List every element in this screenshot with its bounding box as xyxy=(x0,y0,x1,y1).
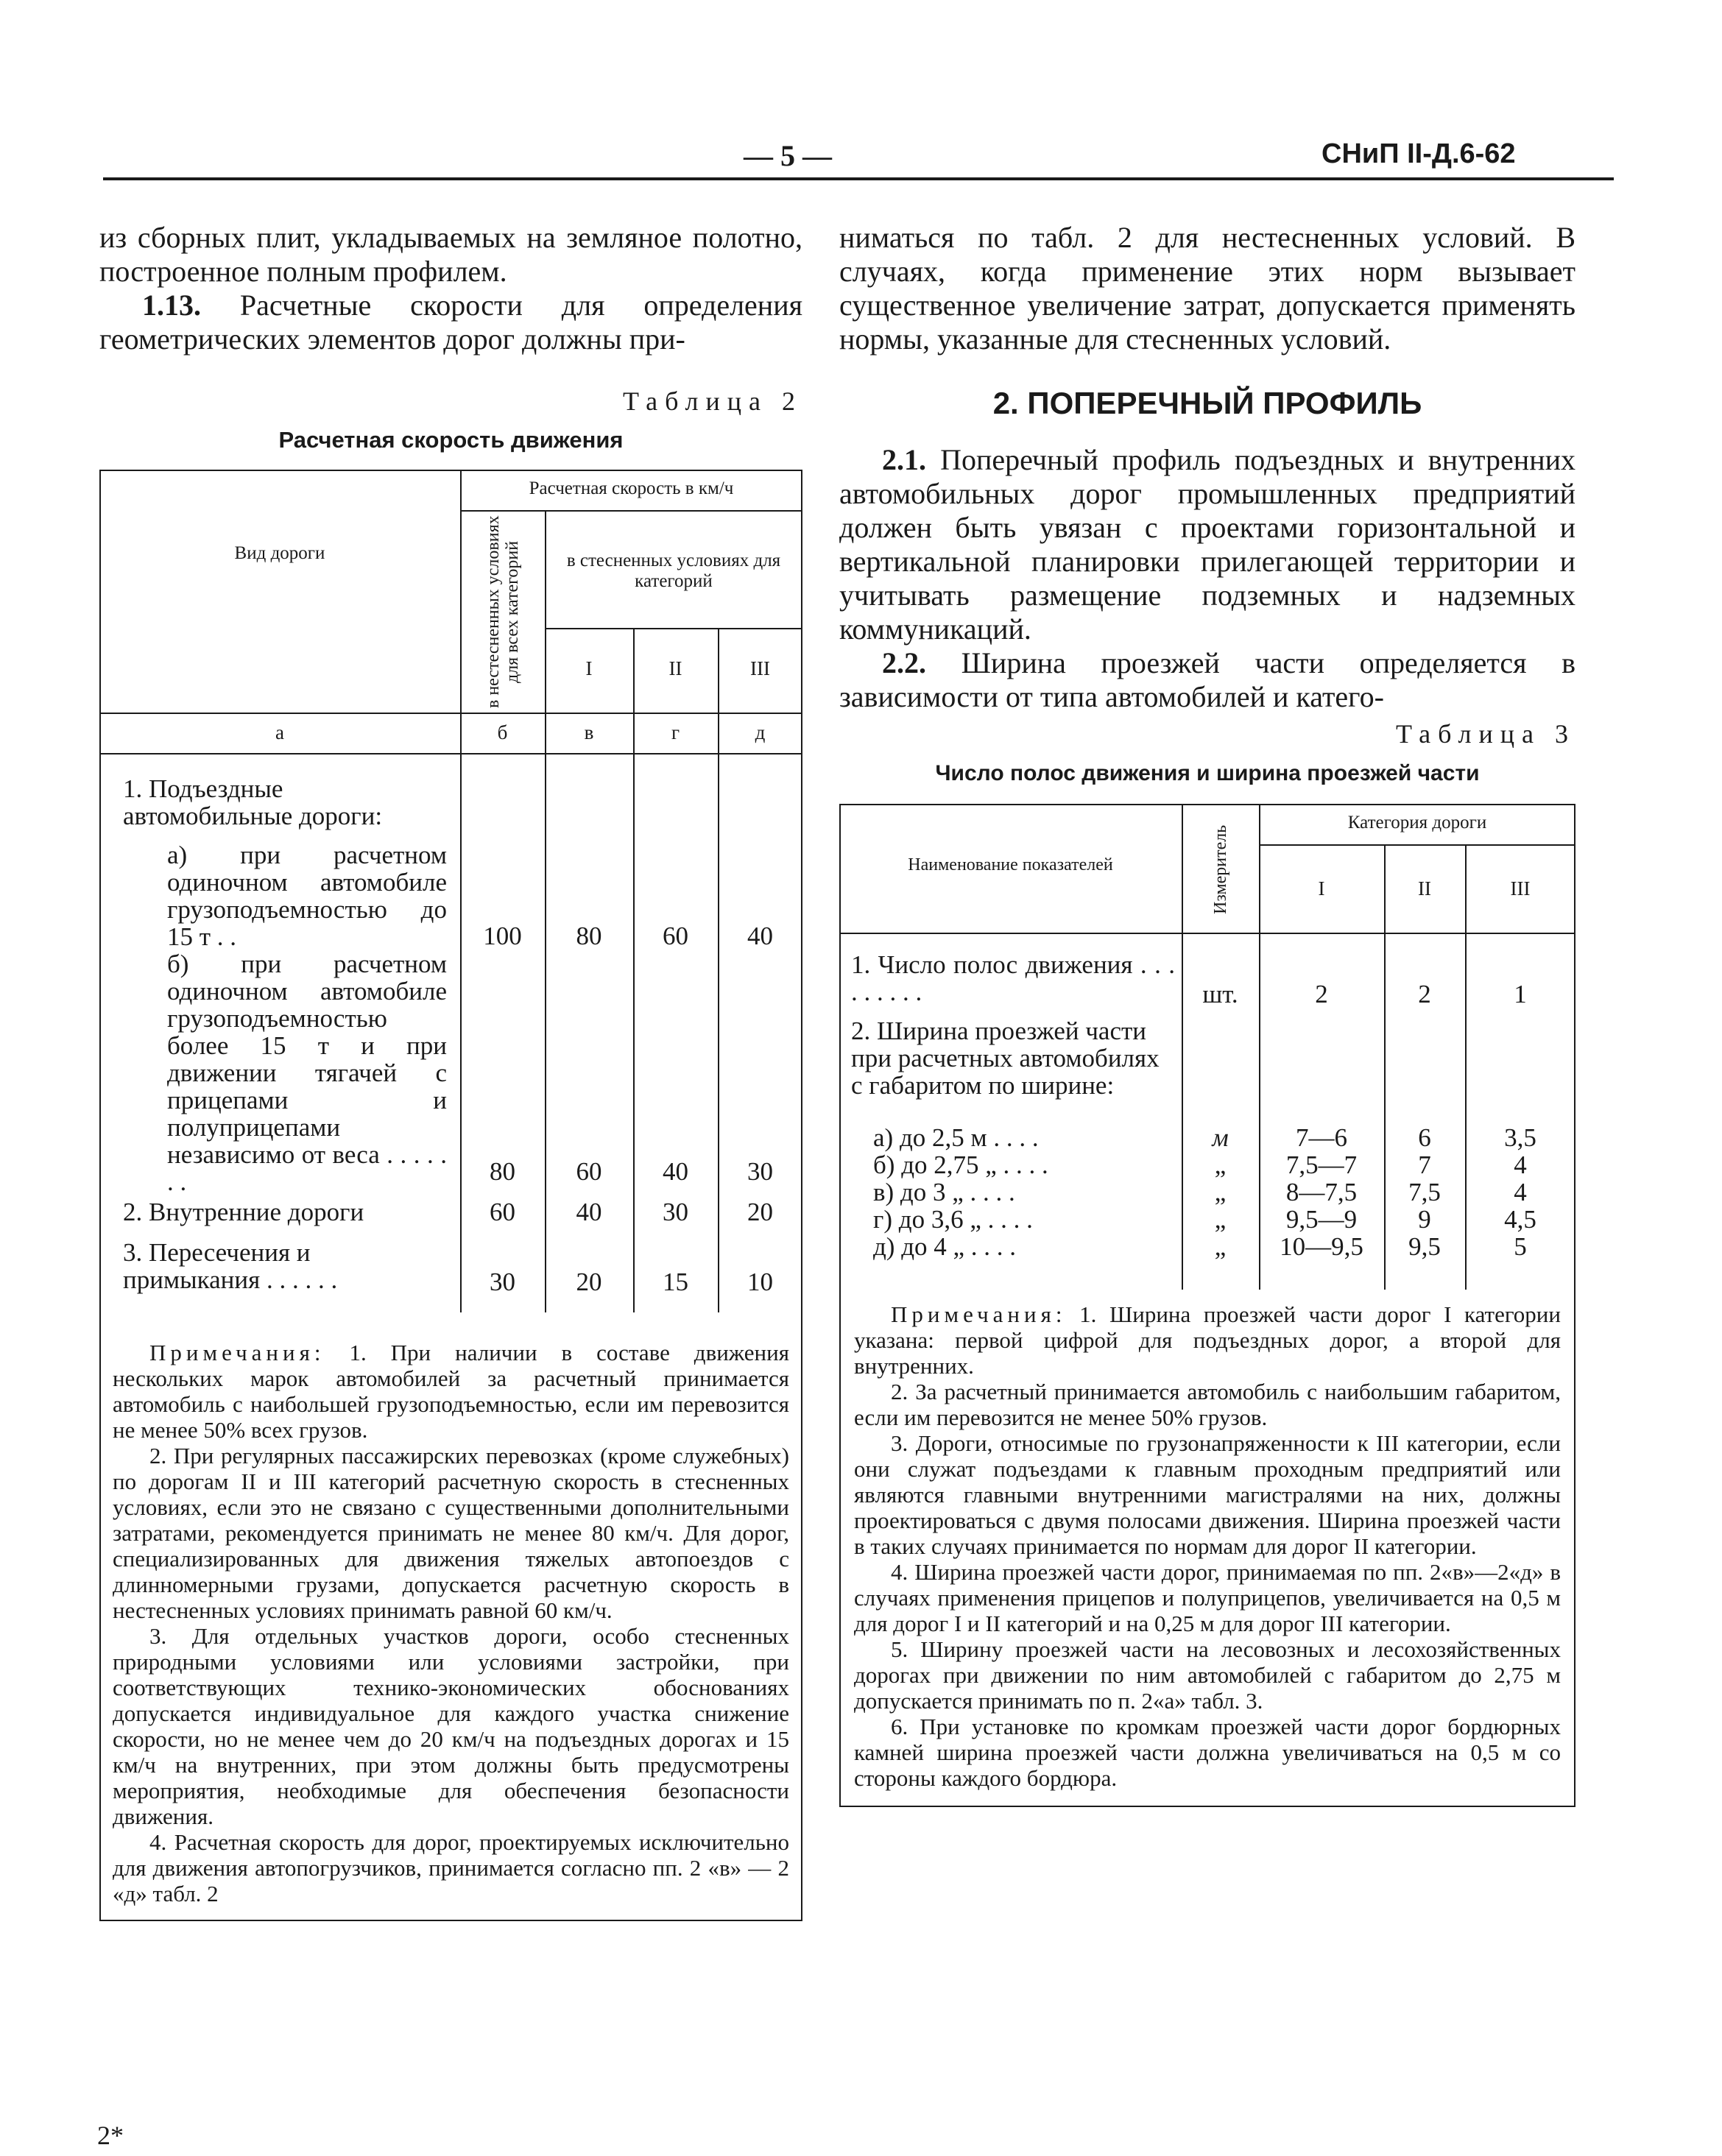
t3-note-3: 3. Дороги, относимые по грузонапряженности к III категории, если они служат подъездами к главным проходным предприятий или являются главными внутренними магистралями на них, должны проектироваться с двумя полосами движения. Ширина проезжей части в таких случаях принимается по нормам для дорог II категории. xyxy=(854,1430,1561,1559)
paragraph-continuation: из сборных плит, укладываемых на земляное полотно, построенное полным профилем. xyxy=(99,221,802,288)
row-1a-value-b: 100 xyxy=(483,922,522,950)
letter-v: в xyxy=(584,721,594,743)
row-1a-value-v: 80 xyxy=(576,922,602,950)
row-3-value-b: 30 xyxy=(490,1268,515,1296)
paragraph-1-13 xyxy=(99,289,802,356)
row-2-label: 2. Внутренние дороги xyxy=(123,1198,364,1226)
row-1a-label: а) при расчетном одиночном автомобиле грузоподъемностью до 15 т . . xyxy=(167,841,447,951)
t3-note-2: 2. За расчетный принимается автомобиль с наибольшим габаритом, если им перевозится не менее 50% грузов. xyxy=(854,1379,1561,1430)
row-3-value-g: 15 xyxy=(663,1268,688,1296)
row-3-value-v: 20 xyxy=(576,1268,602,1296)
t3-subrow-v-II: 7,5 xyxy=(1408,1178,1441,1206)
header-cat-II: II xyxy=(668,657,682,679)
t3-subrow-a-III: 3,5 xyxy=(1504,1123,1536,1152)
t3-row-1-value-I: 2 xyxy=(1315,980,1328,1008)
row-1b-label: б) при расчетном одиночном автомобиле грузоподъемностью более 15 т и при движении тягачей с прицепами и полуприцепами независимо от веса . . . . . . . xyxy=(167,950,447,1196)
right-column xyxy=(839,221,1575,1807)
t3-subrow-g: г) до 3,6 „ . . . . xyxy=(873,1205,1033,1234)
t3-note-5: 5. Ширину проезжей части на лесовозных и лесохозяйственных дорогах при движении по ним автомобилей с габаритом до 2,75 м допускается принимать по п. 2«а» табл. 3. xyxy=(854,1636,1561,1714)
t3-subrow-b: б) до 2,75 „ . . . . xyxy=(873,1151,1048,1179)
t3-subrow-d: д) до 4 „ . . . . xyxy=(873,1232,1017,1261)
letter-b: б xyxy=(497,721,508,743)
header-cat-III: III xyxy=(750,657,770,679)
row-1-title: 1. Подъездные автомобильные дороги: xyxy=(123,774,383,830)
t3-subrow-g-I: 9,5—9 xyxy=(1285,1205,1358,1234)
row-3-value-d: 10 xyxy=(747,1268,773,1296)
header-restricted: в стесненных условиях для категорий xyxy=(566,551,781,591)
row-2-value-d: 20 xyxy=(747,1198,773,1226)
note-4: 4. Расчетная скорость для дорог, проектируемых исключительно для движения автопогрузчиков, принимается согласно пп. 2 «в» — 2 «д» табл. 2 xyxy=(113,1829,789,1906)
t3-subrow-d-II: 9,5 xyxy=(1408,1232,1441,1261)
row-1b-value-v: 60 xyxy=(576,1157,602,1186)
page-number: — 5 — xyxy=(744,139,832,172)
header-speed: Расчетная скорость в км/ч xyxy=(529,478,734,498)
t3-subrow-b-II: 7 xyxy=(1418,1151,1431,1179)
t3-note-4: 4. Ширина проезжей части дорог, принимаемая по пп. 2«в»—2«д» в случаях применения прицепов и полуприцепов, увеличивается на 0,5 м для дорог I и II категорий и на 0,25 м для дорог III категории. xyxy=(854,1559,1561,1636)
t3-row-1-value-II: 2 xyxy=(1418,980,1431,1008)
t3-subrow-d-I: 10—9,5 xyxy=(1280,1232,1363,1261)
left-column xyxy=(99,221,802,1921)
header-cat3-I: I xyxy=(1318,877,1325,899)
row-2-value-v: 40 xyxy=(576,1198,602,1226)
row-2-value-g: 30 xyxy=(663,1198,688,1226)
table-2 xyxy=(99,470,802,1331)
paragraph-number: 1.13. xyxy=(142,289,201,322)
row-1b-value-b: 80 xyxy=(490,1157,515,1186)
table-2-title: Расчетная скорость движения xyxy=(278,427,624,453)
t3-subrow-a-II: 6 xyxy=(1418,1123,1431,1152)
t3-note-6: 6. При установке по кромкам проезжей части дорог бордюрных камней ширина проезжей части должна увеличиваться на 0,5 м со стороны каждого бордюра. xyxy=(854,1714,1561,1791)
document-code: СНиП II-Д.6-62 xyxy=(1322,138,1516,169)
t3-subrow-v-I: 8—7,5 xyxy=(1285,1178,1358,1206)
note-3: 3. Для отдельных участков дороги, особо стесненных природными условиями или условиями застройки, при соответствующих технико-экономических обоснованиях допускается индивидуальное для каждого участка снижение скорости, но не менее чем до 20 км/ч на подъездных дорогах и 15 км/ч на внутренних, при этом должны быть предусмотрены мероприятия, необходимые для обеспечения безопасности движения. xyxy=(113,1623,789,1829)
paragraph-2-2: 2.2. Ширина проезжей части определяется в зависимости от типа автомобилей и катего- xyxy=(839,646,1575,713)
letter-d: д xyxy=(755,721,766,743)
t3-subrow-b-unit: „ xyxy=(1214,1151,1227,1179)
table-3-caption: Таблица 3 xyxy=(1396,719,1575,749)
row-2-value-b: 60 xyxy=(490,1198,515,1226)
t3-subrow-g-unit: „ xyxy=(1214,1205,1227,1234)
header-cat3-II: II xyxy=(1418,877,1431,899)
t3-subrow-d-III: 5 xyxy=(1514,1232,1527,1261)
t3-subrow-g-III: 4,5 xyxy=(1504,1205,1536,1234)
table-3-title: Число полос движения и ширина проезжей части xyxy=(935,761,1480,785)
row-3-label: 3. Пересечения и примыкания . . . . . . xyxy=(123,1238,338,1294)
header-cat3-III: III xyxy=(1510,877,1531,899)
table-2-caption: Таблица 2 xyxy=(623,386,802,416)
t3-subrow-d-unit: „ xyxy=(1214,1232,1227,1261)
t3-subrow-b-I: 7,5—7 xyxy=(1285,1151,1358,1179)
note-2: 2. При регулярных пассажирских перевозках (кроме служебных) по дорогам II и III категорий расчетную скорость в стесненных условиях, если это не связано с существенными дополнительными затратами, рекомендуется принимать не менее 80 км/ч. Для дорог, специализированных для движения тяжелых автопоездов с длинномерными грузами, допускается расчетную скорость в нестесненных условиях принимать равной 60 км/ч. xyxy=(113,1443,789,1623)
signature-mark: 2* xyxy=(97,2121,124,2150)
row-1b-value-d: 30 xyxy=(747,1157,773,1186)
header-unit: Измеритель xyxy=(1210,824,1230,914)
t3-row-2-title: 2. Ширина проезжей части при расчетных автомобилях с габаритом по ширине: xyxy=(851,1017,1160,1100)
letter-g: г xyxy=(671,721,680,743)
paragraph-continuation-right: ниматься по табл. 2 для нестесненных условий. В случаях, когда применение этих норм вызывает существенное увеличение затрат, допускается применять нормы, указанные для стесненных условий. xyxy=(839,221,1575,356)
header-cat-I: I xyxy=(585,657,593,679)
letter-a: а xyxy=(275,721,284,743)
header-category: Категория дороги xyxy=(1347,813,1487,833)
table-2-notes xyxy=(99,1331,802,1921)
t3-subrow-v: в) до 3 „ . . . . xyxy=(873,1178,1015,1206)
header-unrestricted: в нестесненных условиях для всех категорий xyxy=(484,515,522,708)
note-1: Примечания: 1. При наличии в составе движения нескольких марок автомобилей за расчетный принимается автомобиль с наибольшей грузоподъемностью, если им перевозится не менее 50% всех грузов. xyxy=(113,1340,789,1443)
header-rule xyxy=(103,177,1614,180)
header-road-type: Вид дороги xyxy=(234,543,325,563)
paragraph-text: Расчетные скорости для определения геометрических элементов дорог должны при- xyxy=(99,289,802,356)
t3-subrow-b-III: 4 xyxy=(1514,1151,1527,1179)
paragraph-2-1: 2.1. Поперечный профиль подъездных и внутренних автомобильных дорог промышленных предприятий должен быть увязан с проектами горизонтальной и вертикальной планировки прилегающей территории и учитывать размещение подземных и надземных коммуникаций. xyxy=(839,443,1576,646)
section-title: 2. ПОПЕРЕЧНЫЙ ПРОФИЛЬ xyxy=(992,386,1422,420)
t3-subrow-a-I: 7—6 xyxy=(1296,1123,1347,1152)
t3-row-1-value-III: 1 xyxy=(1514,980,1527,1008)
t3-subrow-a: а) до 2,5 м . . . . xyxy=(873,1123,1039,1152)
t3-subrow-v-unit: „ xyxy=(1214,1178,1227,1206)
t3-subrow-g-II: 9 xyxy=(1418,1205,1431,1234)
t3-note-1: Примечания: 1. Ширина проезжей части дорог I категории указана: первой цифрой для подъездных дорог, а второй для внутренних. xyxy=(854,1301,1561,1379)
t3-row-1-unit: шт. xyxy=(1202,980,1238,1008)
row-1b-value-g: 40 xyxy=(663,1157,688,1186)
table-3 xyxy=(839,804,1575,1290)
table-3-notes xyxy=(839,1290,1575,1807)
t3-subrow-a-unit: м xyxy=(1212,1123,1229,1152)
row-1a-value-d: 40 xyxy=(747,922,773,950)
row-1a-value-g: 60 xyxy=(663,922,688,950)
t3-row-1-label: 1. Число полос движения . . . . . . . . . xyxy=(851,950,1175,1006)
header-name: Наименование показателей xyxy=(908,855,1113,874)
t3-subrow-v-III: 4 xyxy=(1514,1178,1527,1206)
